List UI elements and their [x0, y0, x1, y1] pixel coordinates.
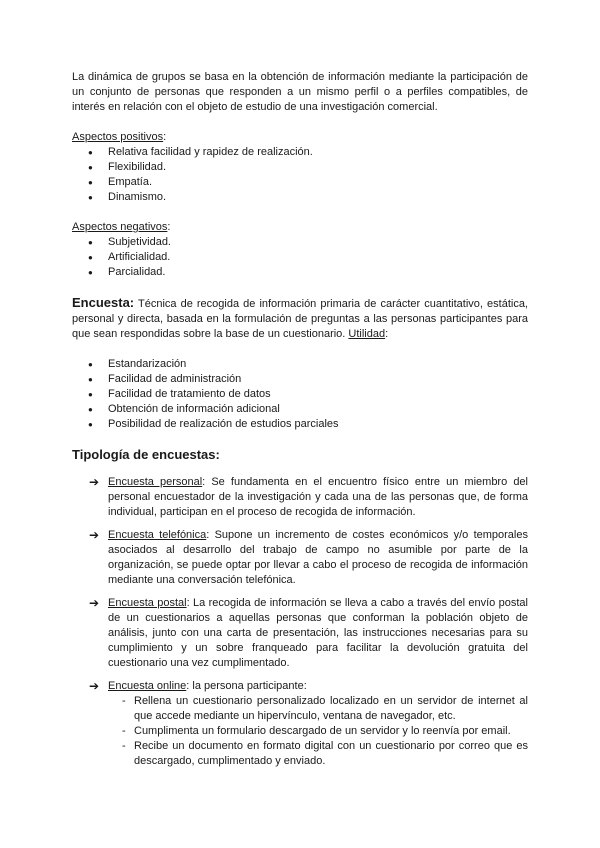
- list-item: ● Relativa facilidad y rapidez de realización.: [72, 145, 528, 160]
- type-description: : Se fundamenta en el encuentro físico entre un miembro del personal encuestador de la investigación y cada una de las personas que, de forma individual, participan en el proceso de recogida de información.: [108, 476, 528, 518]
- type-name: Encuesta telefónica: [108, 529, 207, 541]
- type-description: : la persona participante:: [186, 680, 307, 692]
- list-item: ● Subjetividad.: [72, 235, 528, 250]
- positive-aspects-label: Aspectos positivos:: [72, 131, 167, 143]
- arrow-right-icon: ➔: [89, 596, 100, 610]
- dash-bullet: -: [122, 740, 126, 752]
- list-item: ● Posibilidad de realización de estudios parciales: [72, 417, 528, 432]
- encuesta-definition: Encuesta: Técnica de recogida de información primaria de carácter cuantitativo, estática, personal y directa, basada en la formulación de preguntas a las personas participantes para que sean respondidas sobre la base de un cuestionario. Utilidad:: [72, 295, 528, 340]
- utilidad-list: [72, 357, 528, 432]
- arrow-right-icon: ➔: [89, 475, 100, 489]
- list-item: ● Flexibilidad.: [72, 160, 528, 175]
- tipologia-list: [72, 475, 528, 769]
- tipologia-heading: Tipología de encuestas:: [72, 447, 220, 462]
- list-item: ● Facilidad de administración: [72, 372, 528, 387]
- list-item: ● Facilidad de tratamiento de datos: [72, 387, 528, 402]
- type-description: : La recogida de información se lleva a cabo a través del envío postal de un cuestionarios a aquellas personas que conforman la población objeto de análisis, junto con una carta de presentación, las instrucciones necesarias para su cumplimiento y un sobre franqueado para facilitar la devolución gratuita del cuestionario una vez cumplimentado.: [108, 597, 528, 669]
- list-item: ● Obtención de información adicional: [72, 402, 528, 417]
- dash-bullet: -: [122, 725, 126, 737]
- type-description: : Supone un incremento de costes económicos y/o temporales asociados al desarrollo del trabajo de campo no asumible por parte de la organización, se puede optar por llevar a cabo el proceso de recogida de información mediante una conversación telefónica.: [108, 529, 528, 586]
- encuesta-term: Encuesta:: [72, 295, 135, 310]
- arrow-right-icon: ➔: [89, 528, 100, 542]
- positive-aspects-list: [72, 145, 528, 205]
- list-item: - Recibe un documento en formato digital con un cuestionario por correo que es descargado, cumplimentado y enviado.: [122, 740, 528, 767]
- list-item: - Cumplimenta un formulario descargado de un servidor y lo reenvía por email.: [122, 725, 511, 737]
- list-item: - Rellena un cuestionario personalizado localizado en un servidor de internet al que accede mediante un hipervínculo, ventana de navegador, etc.: [122, 695, 528, 722]
- list-item: ● Parcialidad.: [72, 265, 528, 280]
- list-item: [72, 596, 528, 671]
- intro-paragraph: La dinámica de grupos se basa en la obtención de información mediante la participación de un conjunto de personas que responden a un mismo perfil o a perfiles compatibles, de interés en relación con el objeto de estudio de una investigación comercial.: [72, 71, 528, 113]
- type-name: Encuesta online: [108, 680, 187, 692]
- arrow-right-icon: ➔: [89, 679, 100, 693]
- positive-aspects-title: Aspectos positivos: [72, 131, 164, 143]
- negative-aspects-label: Aspectos negativos:: [72, 221, 171, 233]
- dash-bullet: -: [122, 695, 126, 707]
- online-subitems-list: [118, 694, 528, 769]
- list-item: ● Artificialidad.: [72, 250, 528, 265]
- utilidad-label: Utilidad: [348, 328, 386, 340]
- list-item: [72, 679, 528, 769]
- list-item: [72, 475, 528, 520]
- negative-aspects-title: Aspectos negativos: [72, 221, 168, 233]
- online-subitems-wrap: [108, 694, 528, 769]
- encuesta-definition-text: Técnica de recogida de información primaria de carácter cuantitativo, estática, personal y directa, basada en la formulación de preguntas a las personas participantes para que sean respondidas sobre la base de un cuestionario.: [72, 298, 528, 340]
- list-item: ● Dinamismo.: [72, 190, 528, 205]
- type-name: Encuesta postal: [108, 597, 187, 609]
- negative-aspects-list: [72, 235, 528, 280]
- list-item: [72, 528, 528, 588]
- type-name: Encuesta personal: [108, 476, 203, 488]
- list-item: ● Empatía.: [72, 175, 528, 190]
- list-item: ● Estandarización: [72, 357, 528, 372]
